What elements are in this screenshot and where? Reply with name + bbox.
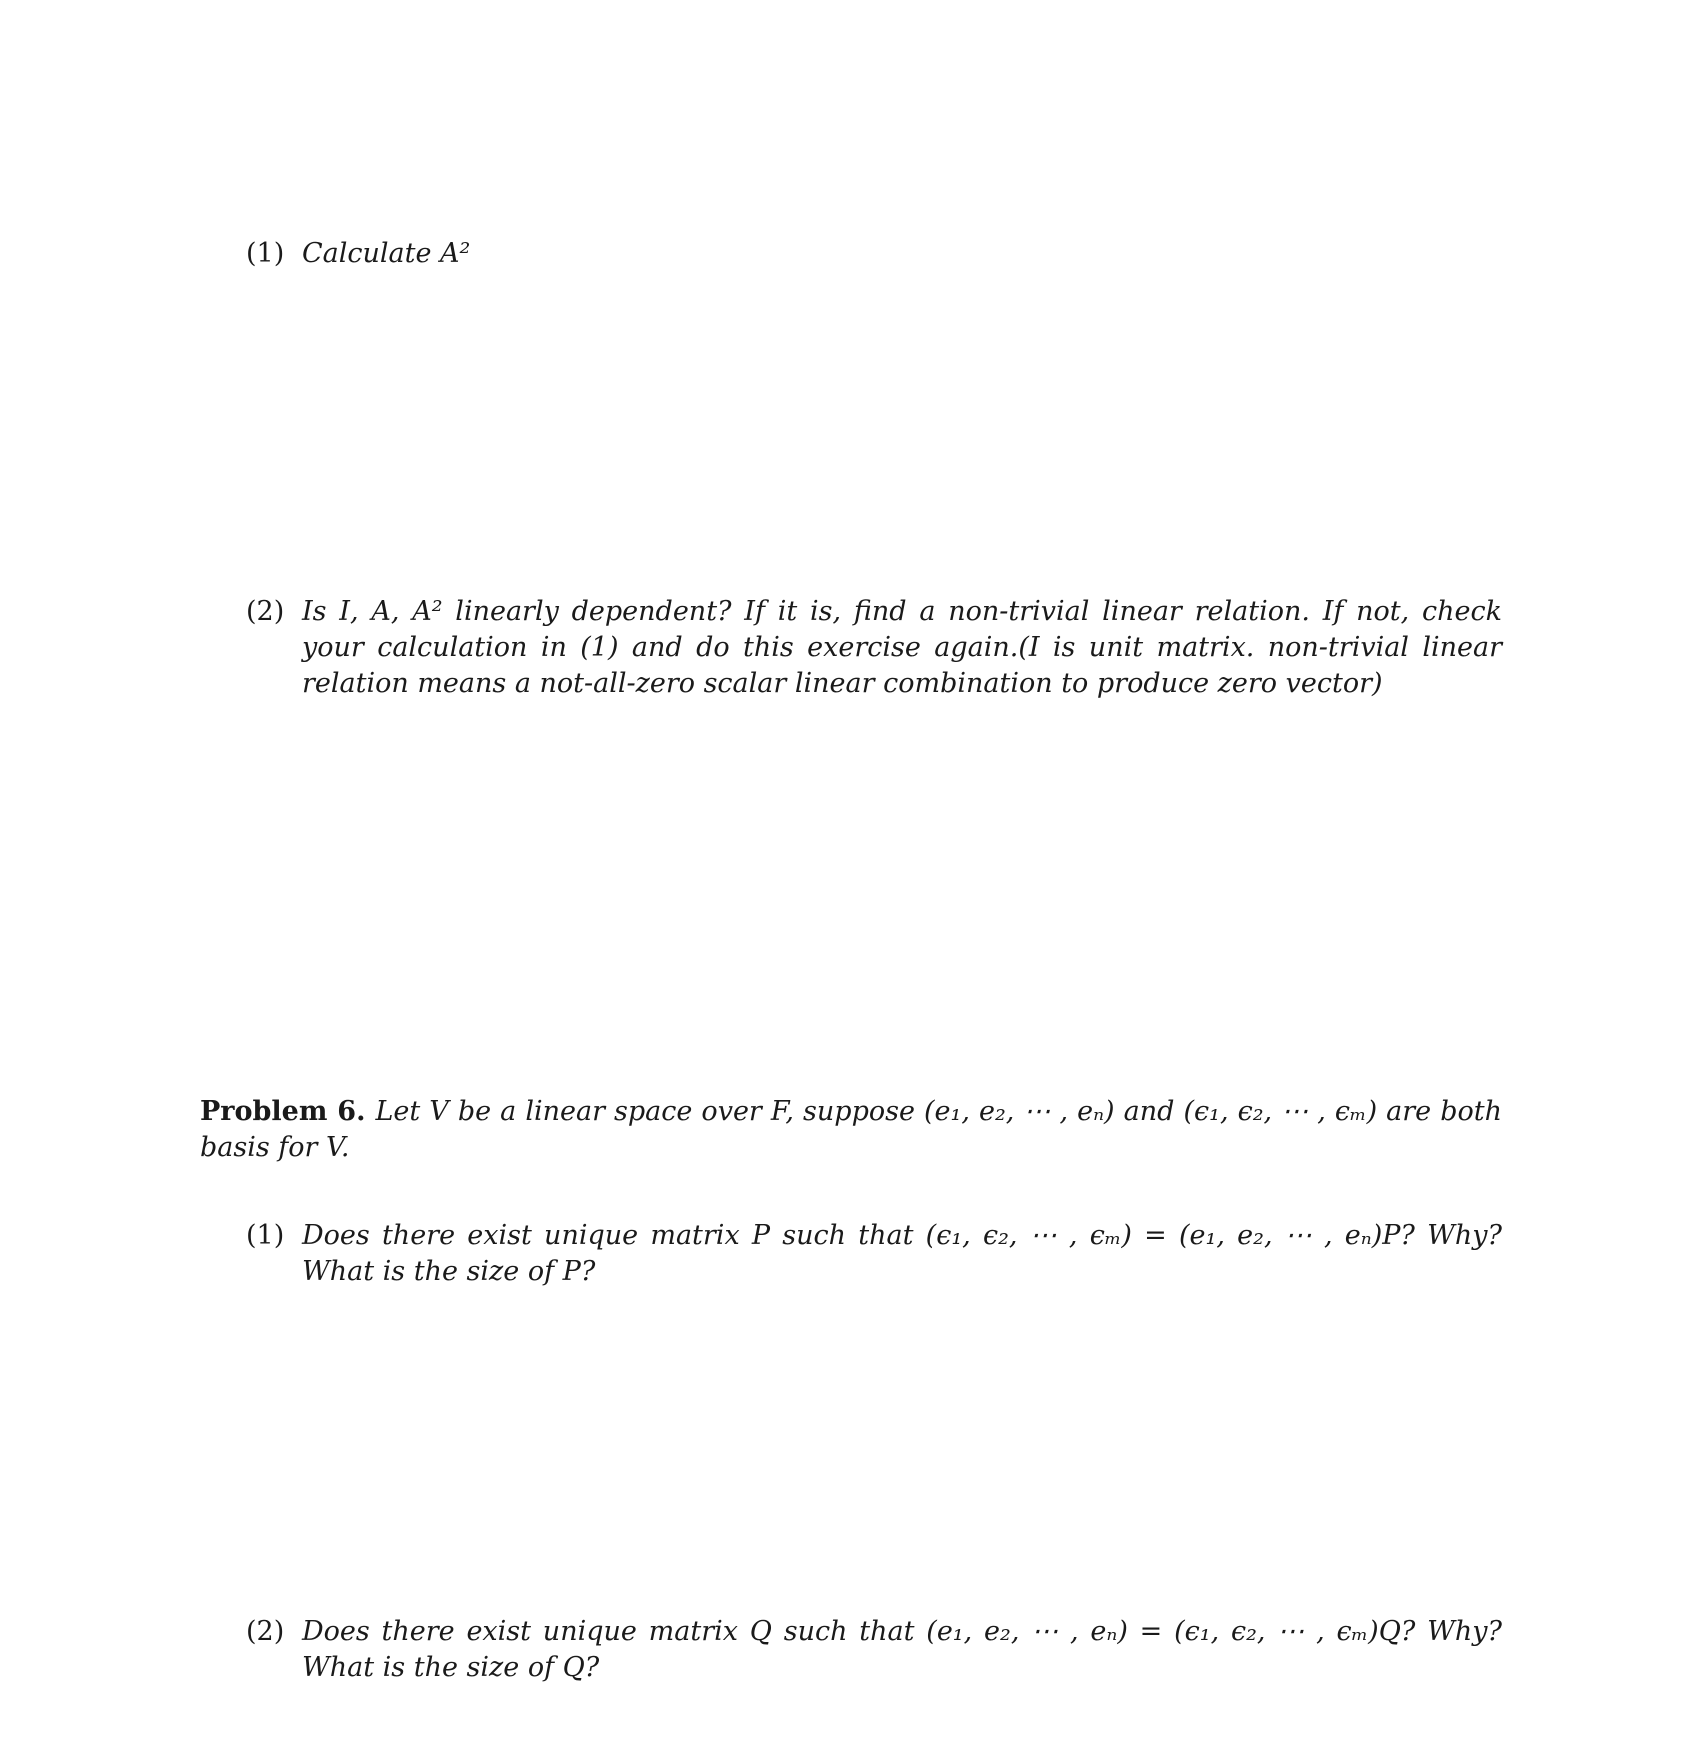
subproblem-matrix-p — [246, 1218, 1502, 1290]
subproblem-text: Calculate A² — [302, 238, 471, 269]
problem-heading: Problem 6. — [200, 1096, 366, 1127]
subproblem-linear-dependence — [246, 594, 1502, 702]
subproblem-text: Is I, A, A² linearly dependent? If it is, find a non-trivial linear relation. If not, check your calculation in (1) and do this exercise again.(I is unit matrix. non-trivial linear relation means a not-all-zero scalar linear combination to produce zero vector) — [302, 596, 1502, 699]
subproblem-number: (2) — [246, 596, 285, 627]
problem-statement: Let V be a linear space over F, suppose (e₁, e₂, ⋯ , eₙ) and (ϵ₁, ϵ₂, ⋯ , ϵₘ) are both basis for V. — [200, 1096, 1502, 1163]
subproblem-text: Does there exist unique matrix P such that (ϵ₁, ϵ₂, ⋯ , ϵₘ) = (e₁, e₂, ⋯ , eₙ)P? Why? What is the size of P? — [302, 1220, 1502, 1287]
subproblem-text: Does there exist unique matrix Q such that (e₁, e₂, ⋯ , eₙ) = (ϵ₁, ϵ₂, ⋯ , ϵₘ)Q? Why? What is the size of Q? — [302, 1616, 1502, 1683]
problem-6 — [200, 1094, 1502, 1166]
subproblem-number: (2) — [246, 1616, 285, 1647]
subproblem-matrix-q — [246, 1614, 1502, 1686]
subproblem-calculate — [246, 236, 1502, 272]
subproblem-number: (1) — [246, 1220, 285, 1251]
subproblem-number: (1) — [246, 238, 285, 269]
